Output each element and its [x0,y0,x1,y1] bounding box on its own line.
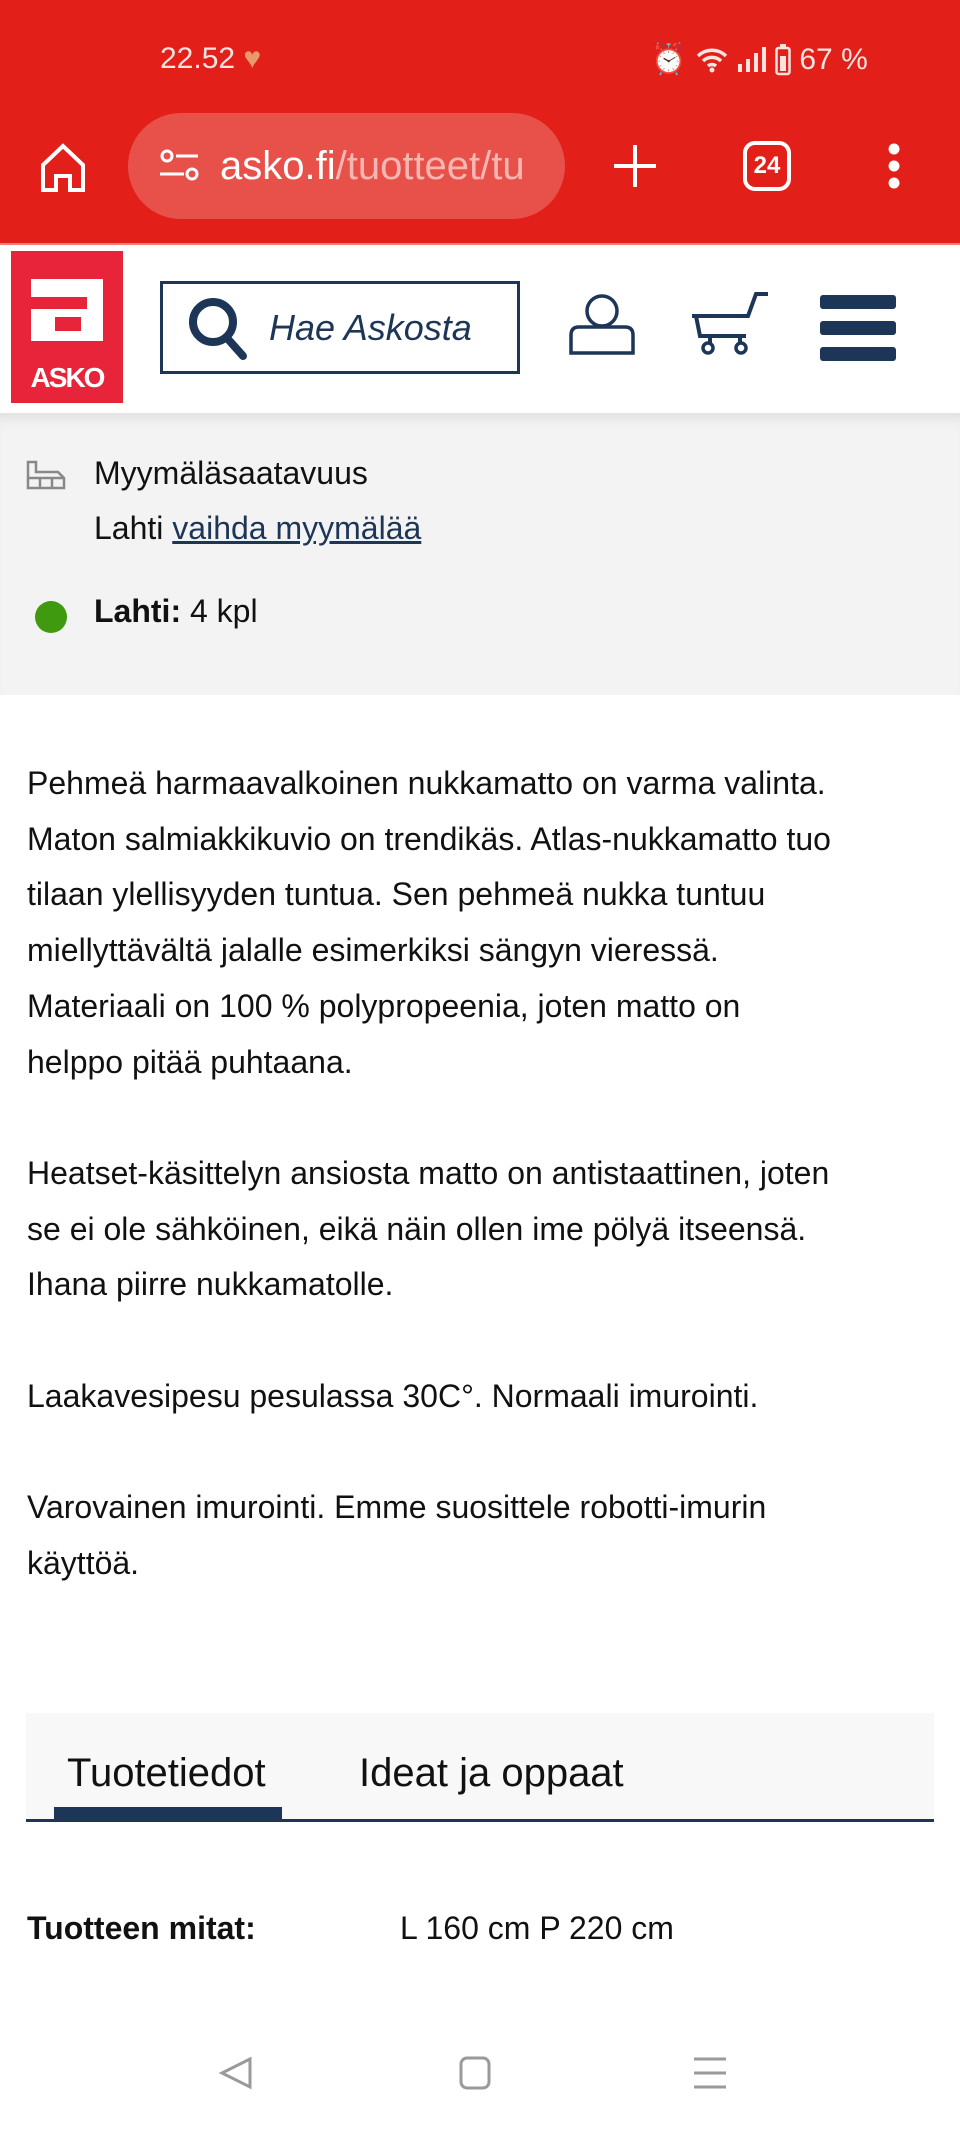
logo-text: ASKO [30,362,104,393]
description-paragraph [27,1480,947,1591]
selected-store [94,510,421,547]
in-stock-indicator [35,601,67,633]
recents-icon[interactable] [692,2056,728,2090]
tab-switcher-button[interactable] [743,141,791,191]
active-tab-indicator [54,1807,282,1822]
search-input[interactable] [160,281,520,374]
asko-logo[interactable] [11,251,123,403]
alarm-icon: ⏰ [650,43,688,76]
address-bar[interactable] [128,113,565,219]
description-line: Maton salmiakkikuvio on trendikäs. Atlas-nukkamatto tuo [27,820,831,857]
status-icons [650,42,868,77]
availability-title: Myymäläsaatavuus [94,455,368,491]
description-paragraph [27,756,947,1090]
url-domain: asko.fi [220,143,336,188]
more-menu-icon[interactable] [886,142,902,190]
description-line: Heatset-käsittelyn ansiosta matto on antistaattinen, joten [27,1154,830,1191]
description-line: tilaan ylellisyyden tuntua. Sen pehmeä nukka tuntuu [27,876,766,913]
back-icon[interactable] [218,2056,254,2090]
dimensions-label: Tuotteen mitat: [27,1910,256,1946]
search-icon [185,294,251,362]
product-description [27,756,947,1647]
description-paragraph [27,1369,947,1425]
store-name: Lahti [94,510,164,546]
dimensions-value: L 160 cm P 220 cm [400,1910,674,1946]
new-tab-icon[interactable] [612,143,658,189]
store-icon [26,460,66,490]
description-line: se ei ole sähköinen, eikä näin ollen ime pölyä itseensä. [27,1210,807,1247]
description-line: miellyttävältä jalalle esimerkiksi sängyn vieressä. [27,932,719,969]
battery-icon [775,44,791,76]
logo-mark-icon [11,251,123,361]
description-line: Ihana piirre nukkamatolle. [27,1266,394,1303]
search-placeholder: Hae Askosta [269,306,472,348]
cart-icon[interactable] [690,292,770,356]
description-line: Varovainen imurointi. Emme suosittele robotti-imurin [27,1489,767,1526]
product-tabs [26,1713,934,1822]
description-paragraph [27,1146,947,1313]
time-text: 22.52 [160,42,236,75]
url-path: /tuotteet/tu [335,143,525,188]
description-line: Laakavesipesu pesulassa 30C°. Normaali imurointi. [27,1377,759,1414]
description-line: Pehmeä harmaavalkoinen nukkamatto on varma valinta. [27,765,826,801]
change-store-link[interactable]: vaihda myymälää [172,510,422,546]
system-nav-bar [0,2040,960,2133]
home-nav-icon[interactable] [458,2056,492,2090]
site-settings-icon[interactable] [158,146,202,186]
tab-count: 24 [753,152,781,179]
status-time [160,42,261,76]
health-icon: ♥ [243,42,262,75]
signal-icon [737,46,767,74]
wifi-icon [695,46,729,74]
home-icon[interactable] [40,143,86,193]
stock-qty: 4 kpl [189,593,258,629]
account-icon[interactable] [568,293,636,355]
stock-store: Lahti: [94,593,182,629]
description-line: Materiaali on 100 % polypropeenia, joten matto on [27,987,741,1024]
stock-level [94,593,258,630]
tab-tuotetiedot[interactable]: Tuotetiedot [67,1751,266,1795]
description-line: käyttöä. [27,1544,140,1581]
tab-ideat-ja-oppaat[interactable]: Ideat ja oppaat [359,1751,624,1795]
battery-text: 67 % [799,42,868,76]
menu-icon[interactable] [820,295,896,361]
description-line: helppo pitää puhtaana. [27,1043,353,1080]
